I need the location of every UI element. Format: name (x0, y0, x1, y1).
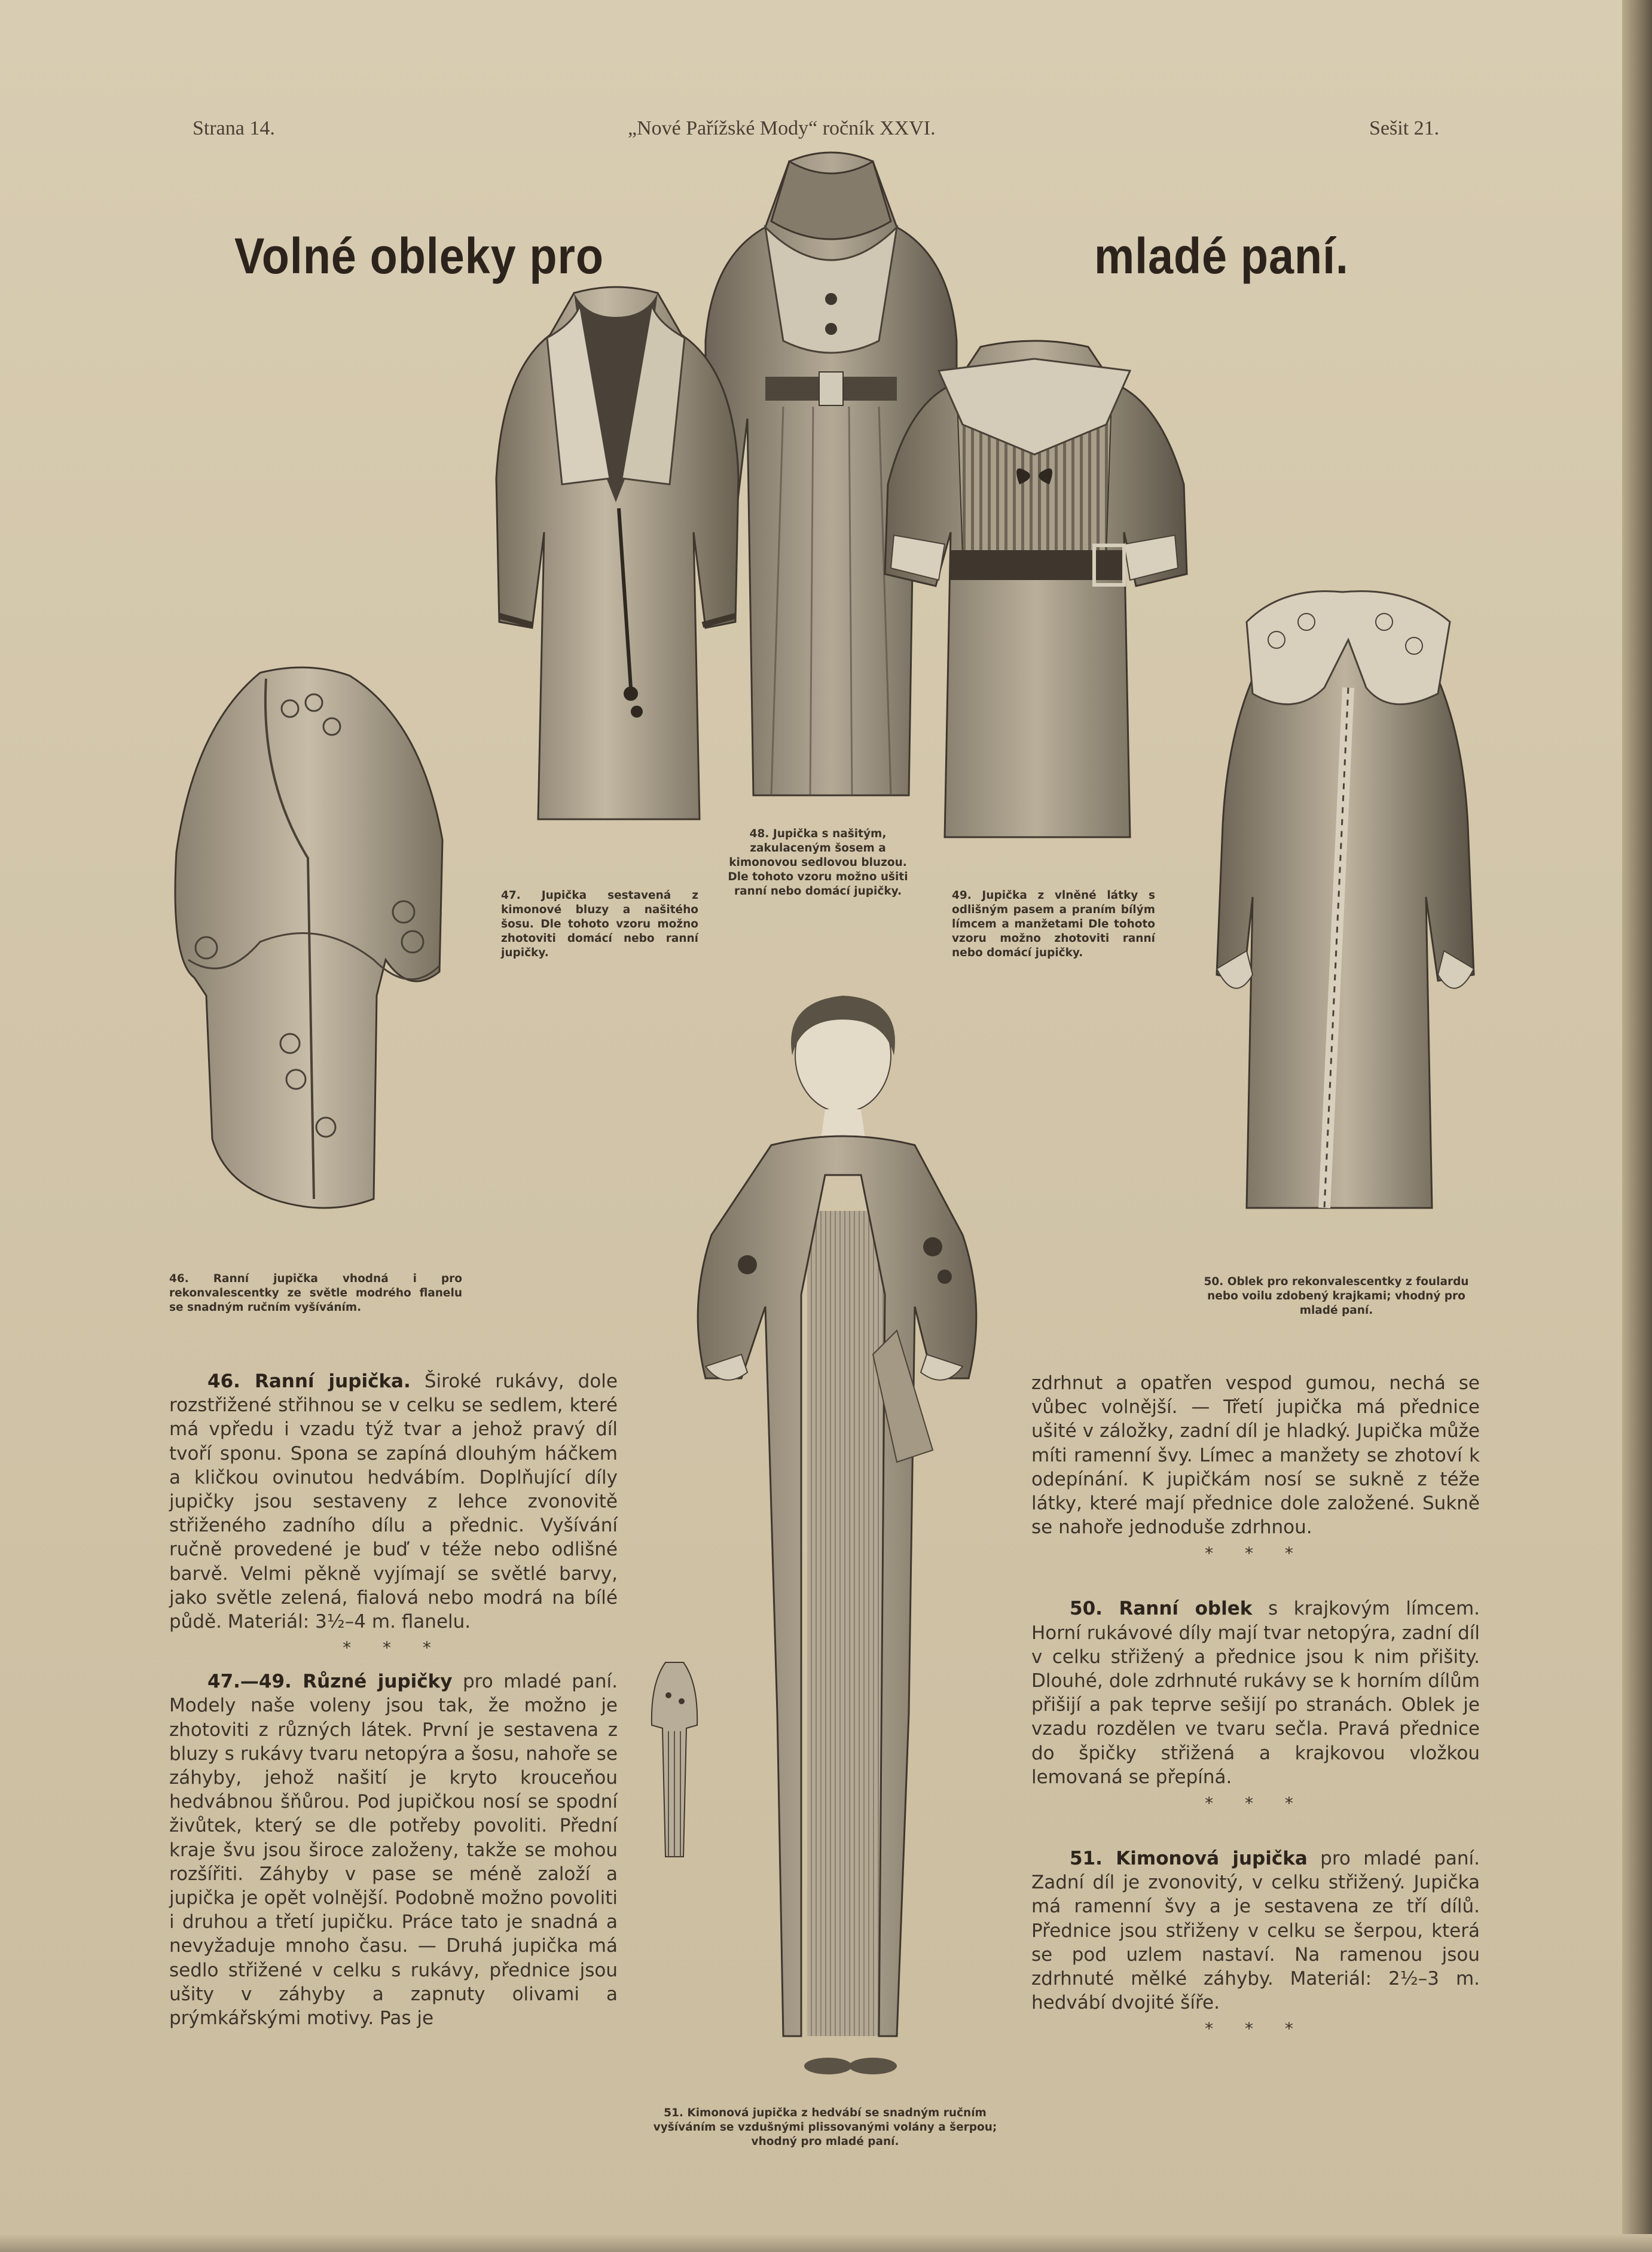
page-title-left: Volné obleky pro (234, 228, 604, 284)
right-text-column (1031, 1371, 1480, 2050)
article-47-49-continued: zdrhnut a opatřen vespod gumou, nechá se vůbec volnější. — Třetí jupička má přednice ušité v záložky, zadní díl je hladký. Jupička může míti ramenní švy. Límec a manžety se zhotoví k odepínání. K jupičkám nosí se sukně z téže látky, které mají přednice dole založené. Sukně se nahoře jednoduše zdrhnou. (1031, 1372, 1480, 1539)
page-bottom-edge (0, 2234, 1652, 2252)
figure-51-illustration (682, 996, 993, 2102)
article-50-body: s krajkovým límcem. Horní rukávové díly mají tvar netopýra, zadní díl v celku střižený a přednice jsou k nim přišity. Dlouhé, dole zdrhnuté rukávy se k horním dílům přišijí a pak teprve sešijí po stranách. Oblek je vzadu rozdělen ve tvaru sečla. Pravá přednice do špičky střižená a krajkovou vložkou lemovaná se přepíná. (1031, 1598, 1480, 1788)
figure-51-caption: 51. Kimonová jupička z hedvábí se snadným ručním vyšíváním se vzdušnými plissovanými volány a šerpou; vhodný pro mladé paní. (653, 2107, 997, 2148)
page-number: Strana 14. (193, 117, 275, 139)
article-50 (1031, 1597, 1480, 1789)
article-47-49-body: pro mladé paní. Modely naše voleny jsou tak, že možno je zhotoviti z různých látek. První je sestavena z bluzy s rukávy tvaru netopýra a šosu, nahoře se záhyby, jehož našití je kryto krouceňou hedvábnou šňůrou. Pod jupičkou nosí se spodní živůtek, který se dle potřeby povoliti. Přední kraje švu jsou široce založeny, takže se mohou rozšířiti. Záhyby v pase se méně založí a jupička je opět volnější. Podobně možno povoliti i druhou a třetí jupičku. Práce tato je snadná a nevyžaduje mnoho času. — Druhá jupička má sedlo střižené v celku s rukávy, přednice jsou ušity v záhyby a zapnuty olivami a prýmkářskými motivy. Pas je (169, 1671, 618, 2030)
article-46 (169, 1369, 618, 1634)
page-fold-shadow (1622, 0, 1652, 2252)
article-46-heading: 46. Ranní jupička. (207, 1371, 411, 1392)
article-47-49 (169, 1670, 618, 2030)
figure-47-caption: 47. Jupička sestavená z kimonové bluzy a našitého šosu. Dle tohoto vzoru možno zhotoviti domácí nebo ranní jupičky. (501, 889, 698, 959)
journal-title: „Nové Pařížské Mody“ ročník XXVI. (628, 117, 936, 139)
section-divider: * * * (1205, 1543, 1306, 1564)
article-51-body: pro mladé paní. Zadní díl je zvonovitý, v celku střižený. Jupička má ramenní švy a je sestavena ze tří dílů. Přednice jsou střiženy v celku se šerpou, která se pod uzlem nastaví. Na ramenou jsou zdrhnuté mělké záhyby. Materiál: 2½–3 m. hedvábí dvojité šíře. (1031, 1848, 1480, 2014)
article-51-heading: 51. Kimonová jupička (1070, 1848, 1308, 1870)
figure-49-illustration (879, 335, 1190, 849)
figure-46-caption: 46. Ranní jupička vhodná i pro rekonvalescentky ze světle modrého flanelu se snadným ručním vyšíváním. (169, 1273, 462, 1314)
page-title-right: mladé paní. (1094, 228, 1349, 284)
article-50-heading: 50. Ranní oblek (1070, 1598, 1253, 1620)
section-divider: * * * (1205, 1793, 1306, 1814)
figure-50-caption: 50. Oblek pro rekonvalescentky z foulardu nebo voilu zdobený krajkami; vhodný pro mladé paní. (1204, 1275, 1469, 1317)
figure-49-caption: 49. Jupička z vlněné látky s odlišným pasem a praním bílým límcem a manžetami Dle tohoto vzoru možno zhotoviti ranní nebo domácí jupičky. (952, 889, 1155, 959)
issue-number: Sešit 21. (1369, 117, 1440, 139)
section-divider: * * * (343, 1638, 444, 1658)
article-51 (1031, 1847, 1480, 2015)
section-divider: * * * (1205, 2019, 1306, 2039)
article-46-body: Široké rukávy, dole rozstřižené střihnou se v celku se sedlem, které má vpředu i vzadu týž tvar a jehož pravý díl tvoří sponu. Spona se zapíná dlouhým háčkem a kličkou ovinutou hedvábím. Doplňující díly jupičky jsou sestaveny z lehce zvonovitě střiženého zadního dílu a přednic. Vyšívání ručně provedené je buď v téže nebo odlišné barvě. Velmi pěkně vyjímají se světlé barvy, jako světle zelená, fialová nebo modrá na bílé půdě. Materiál: 3½–4 m. flanelu. (169, 1371, 618, 1633)
figure-48-caption: 48. Jupička s našitým, zakulaceným šosem a kimonovou sedlovou bluzou. Dle tohoto vzoru možno ušiti ranní nebo domácí jupičky. (728, 828, 908, 898)
figure-51-back-sketch (651, 1659, 698, 1869)
figure-50-illustration (1211, 586, 1480, 1220)
figure-46-illustration (170, 661, 445, 1223)
article-47-49-heading: 47.—49. Různé jupičky (207, 1671, 453, 1693)
figure-47-illustration (490, 281, 741, 831)
left-text-column (169, 1369, 618, 2030)
